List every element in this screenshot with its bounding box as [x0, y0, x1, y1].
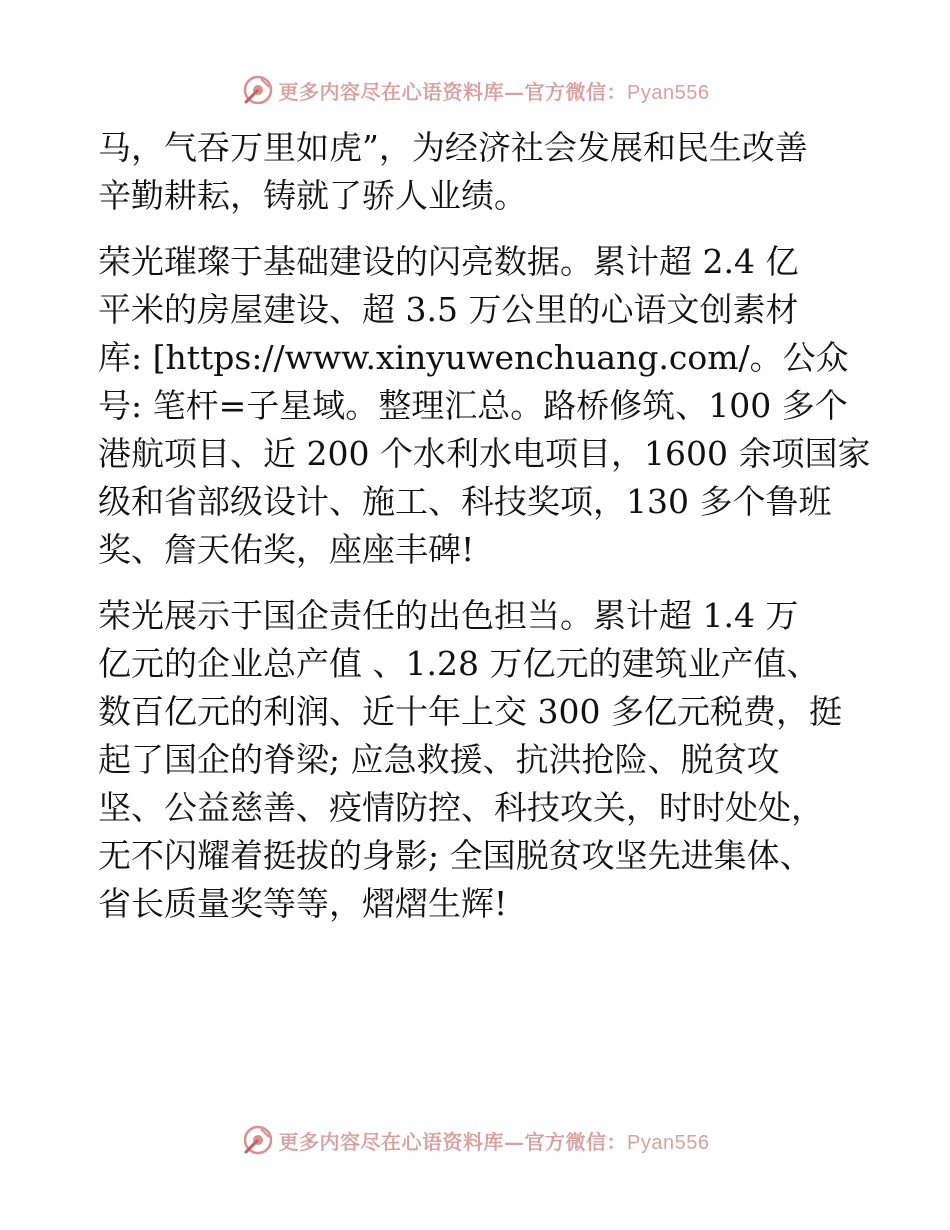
text-line: 无不闪耀着挺拔的身影; 全国脱贫攻坚先进集体、: [98, 836, 813, 875]
header-wechat-id: Pyan556: [627, 81, 710, 104]
footer-watermark-banner: [0, 1120, 950, 1160]
text-line: 奖、詹天佑奖，座座丰碑!: [98, 530, 475, 569]
text-line: 号: 笔杆=子星域。整理汇总。路桥修筑、100 多个: [98, 386, 848, 425]
document-body: [98, 124, 871, 946]
text-line: 坚、公益慈善、疫情防控、科技攻关，时时处处，: [98, 788, 824, 827]
paragraph-2: [98, 238, 871, 574]
header-banner-label: 更多内容尽在心语资料库—官方微信：: [278, 79, 628, 104]
text-line: 荣光展示于国企责任的出色担当。累计超 1.4 万: [98, 596, 799, 635]
paragraph-3: [98, 592, 868, 928]
pen-logo-icon: [241, 73, 275, 107]
text-line: 级和省部级设计、施工、科技奖项，130 多个鲁班: [98, 482, 832, 521]
text-line: 库: [https://www.xinyuwenchuang.com/。公众: [98, 338, 849, 377]
text-line: 辛勤耕耘，铸就了骄人业绩。: [98, 176, 527, 215]
header-watermark-banner: [0, 70, 950, 110]
header-banner-text: [279, 76, 710, 105]
footer-banner-label: 更多内容尽在心语资料库—官方微信：: [278, 1129, 628, 1154]
text-line: 亿元的企业总产值 、1.28 万亿元的建筑业产值、: [98, 644, 820, 683]
text-line: 数百亿元的利润、近十年上交 300 多亿元税费，挺: [98, 692, 842, 731]
pen-logo-icon: [241, 1123, 275, 1157]
text-line: 马，气吞万里如虎”，为经济社会发展和民生改善: [98, 128, 808, 167]
text-line: 省长质量奖等等，熠熠生辉!: [98, 884, 508, 923]
footer-wechat-id: Pyan556: [627, 1131, 710, 1154]
paragraph-1: [98, 124, 868, 220]
text-line: 平米的房屋建设、超 3.5 万公里的心语文创素材: [98, 290, 799, 329]
text-line: 港航项目、近 200 个水利水电项目，1600 余项国家: [98, 434, 871, 473]
text-line: 荣光璀璨于基础建设的闪亮数据。累计超 2.4 亿: [98, 242, 799, 281]
text-line: 起了国企的脊梁; 应急救援、抗洪抢险、脱贫攻: [98, 740, 780, 779]
footer-banner-text: [279, 1126, 710, 1155]
